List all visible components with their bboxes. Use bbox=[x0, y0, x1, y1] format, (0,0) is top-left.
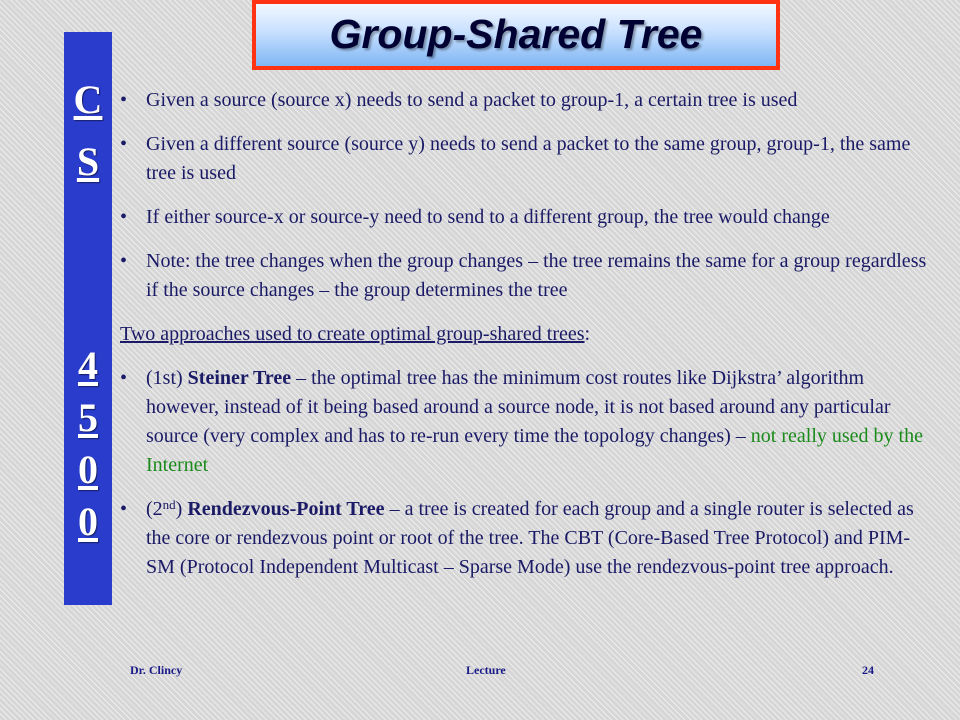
approaches-heading bbox=[120, 320, 930, 349]
bullet-item: • If either source-x or source-y need to send to a different group, the tree would change bbox=[120, 206, 830, 228]
bullet-text: If either source-x or source-y need to send to a different group, the tree would change bbox=[146, 206, 830, 228]
title-box bbox=[252, 0, 780, 70]
sidebar-char: 5 bbox=[78, 395, 98, 440]
sidebar-char: 0 bbox=[78, 447, 98, 492]
bullet-text: Given a source (source x) needs to send a packet to group-1, a certain tree is used bbox=[146, 89, 798, 111]
footer-author: Dr. Clincy bbox=[130, 663, 183, 677]
approach-highlight: not really used by the Internet bbox=[146, 425, 923, 476]
slide-title: Group-Shared Tree bbox=[329, 10, 703, 57]
footer-label: Lecture bbox=[466, 663, 506, 677]
bullet-item: • Given a source (source x) needs to send a packet to group-1, a certain tree is used bbox=[120, 89, 798, 111]
sidebar-char: C bbox=[73, 77, 103, 122]
approaches-heading-suffix: : bbox=[584, 323, 591, 345]
sidebar-char: S bbox=[76, 139, 100, 184]
course-sidebar bbox=[64, 32, 112, 605]
sidebar-char: 0 bbox=[78, 499, 98, 544]
slide-content bbox=[120, 86, 930, 597]
footer-page-number: 24 bbox=[862, 663, 874, 677]
approach-name: Steiner Tree bbox=[187, 367, 292, 389]
approaches-heading-text: Two approaches used to create optimal group-shared trees bbox=[120, 323, 585, 345]
approach-prefix: (2 bbox=[146, 498, 163, 520]
bullet-item: • Given a different source (source y) needs to send a packet to the same group, group-1, the same tree is used bbox=[120, 133, 911, 184]
bullet-text: Note: the tree changes when the group changes – the tree remains the same for a group regardless if the source changes – the group determines the tree bbox=[146, 250, 927, 301]
approach-rendezvous: • (2nd) Rendezvous-Point Tree – a tree is created for each group and a single router is selected as the core or rendezvous point or root of the tree. The CBT (Core-Based Tree Protocol) and PIM-SM (Protocol Independent Multicast – Sparse Mode) use the rendezvous-point tree approach. bbox=[120, 497, 914, 578]
approach-prefix-sup: nd bbox=[162, 497, 176, 512]
approach-text: – the optimal tree has the minimum cost routes like Dijkstra’ algorithm however, instead of it being based around a source node, it is not based around any particular source (very complex and has to re-run every time the topology changes) – bbox=[146, 367, 891, 447]
approach-prefix-end: ) bbox=[175, 498, 188, 520]
approach-text: – a tree is created for each group and a single router is selected as the core or rendezvous point or root of the tree. The CBT (Core-Based Tree Protocol) and PIM-SM (Protocol Independent Multicast – Sparse Mode) use the rendezvous-point tree approach. bbox=[146, 498, 914, 578]
approach-name: Rendezvous-Point Tree bbox=[187, 498, 385, 520]
approach-steiner: • (1st) Steiner Tree – the optimal tree has the minimum cost routes like Dijkstra’ algorithm however, instead of it being based around a source node, it is not based around any particular source (very complex and has to re-run every time the topology changes) – not really used by the Internet bbox=[120, 367, 923, 476]
bullet-item: • Note: the tree changes when the group changes – the tree remains the same for a group regardless if the source changes – the group determines the tree bbox=[120, 250, 927, 301]
bullet-text: Given a different source (source y) needs to send a packet to the same group, group-1, the same tree is used bbox=[146, 133, 911, 184]
approach-prefix: (1st) bbox=[146, 367, 188, 389]
sidebar-char: 4 bbox=[78, 343, 98, 388]
